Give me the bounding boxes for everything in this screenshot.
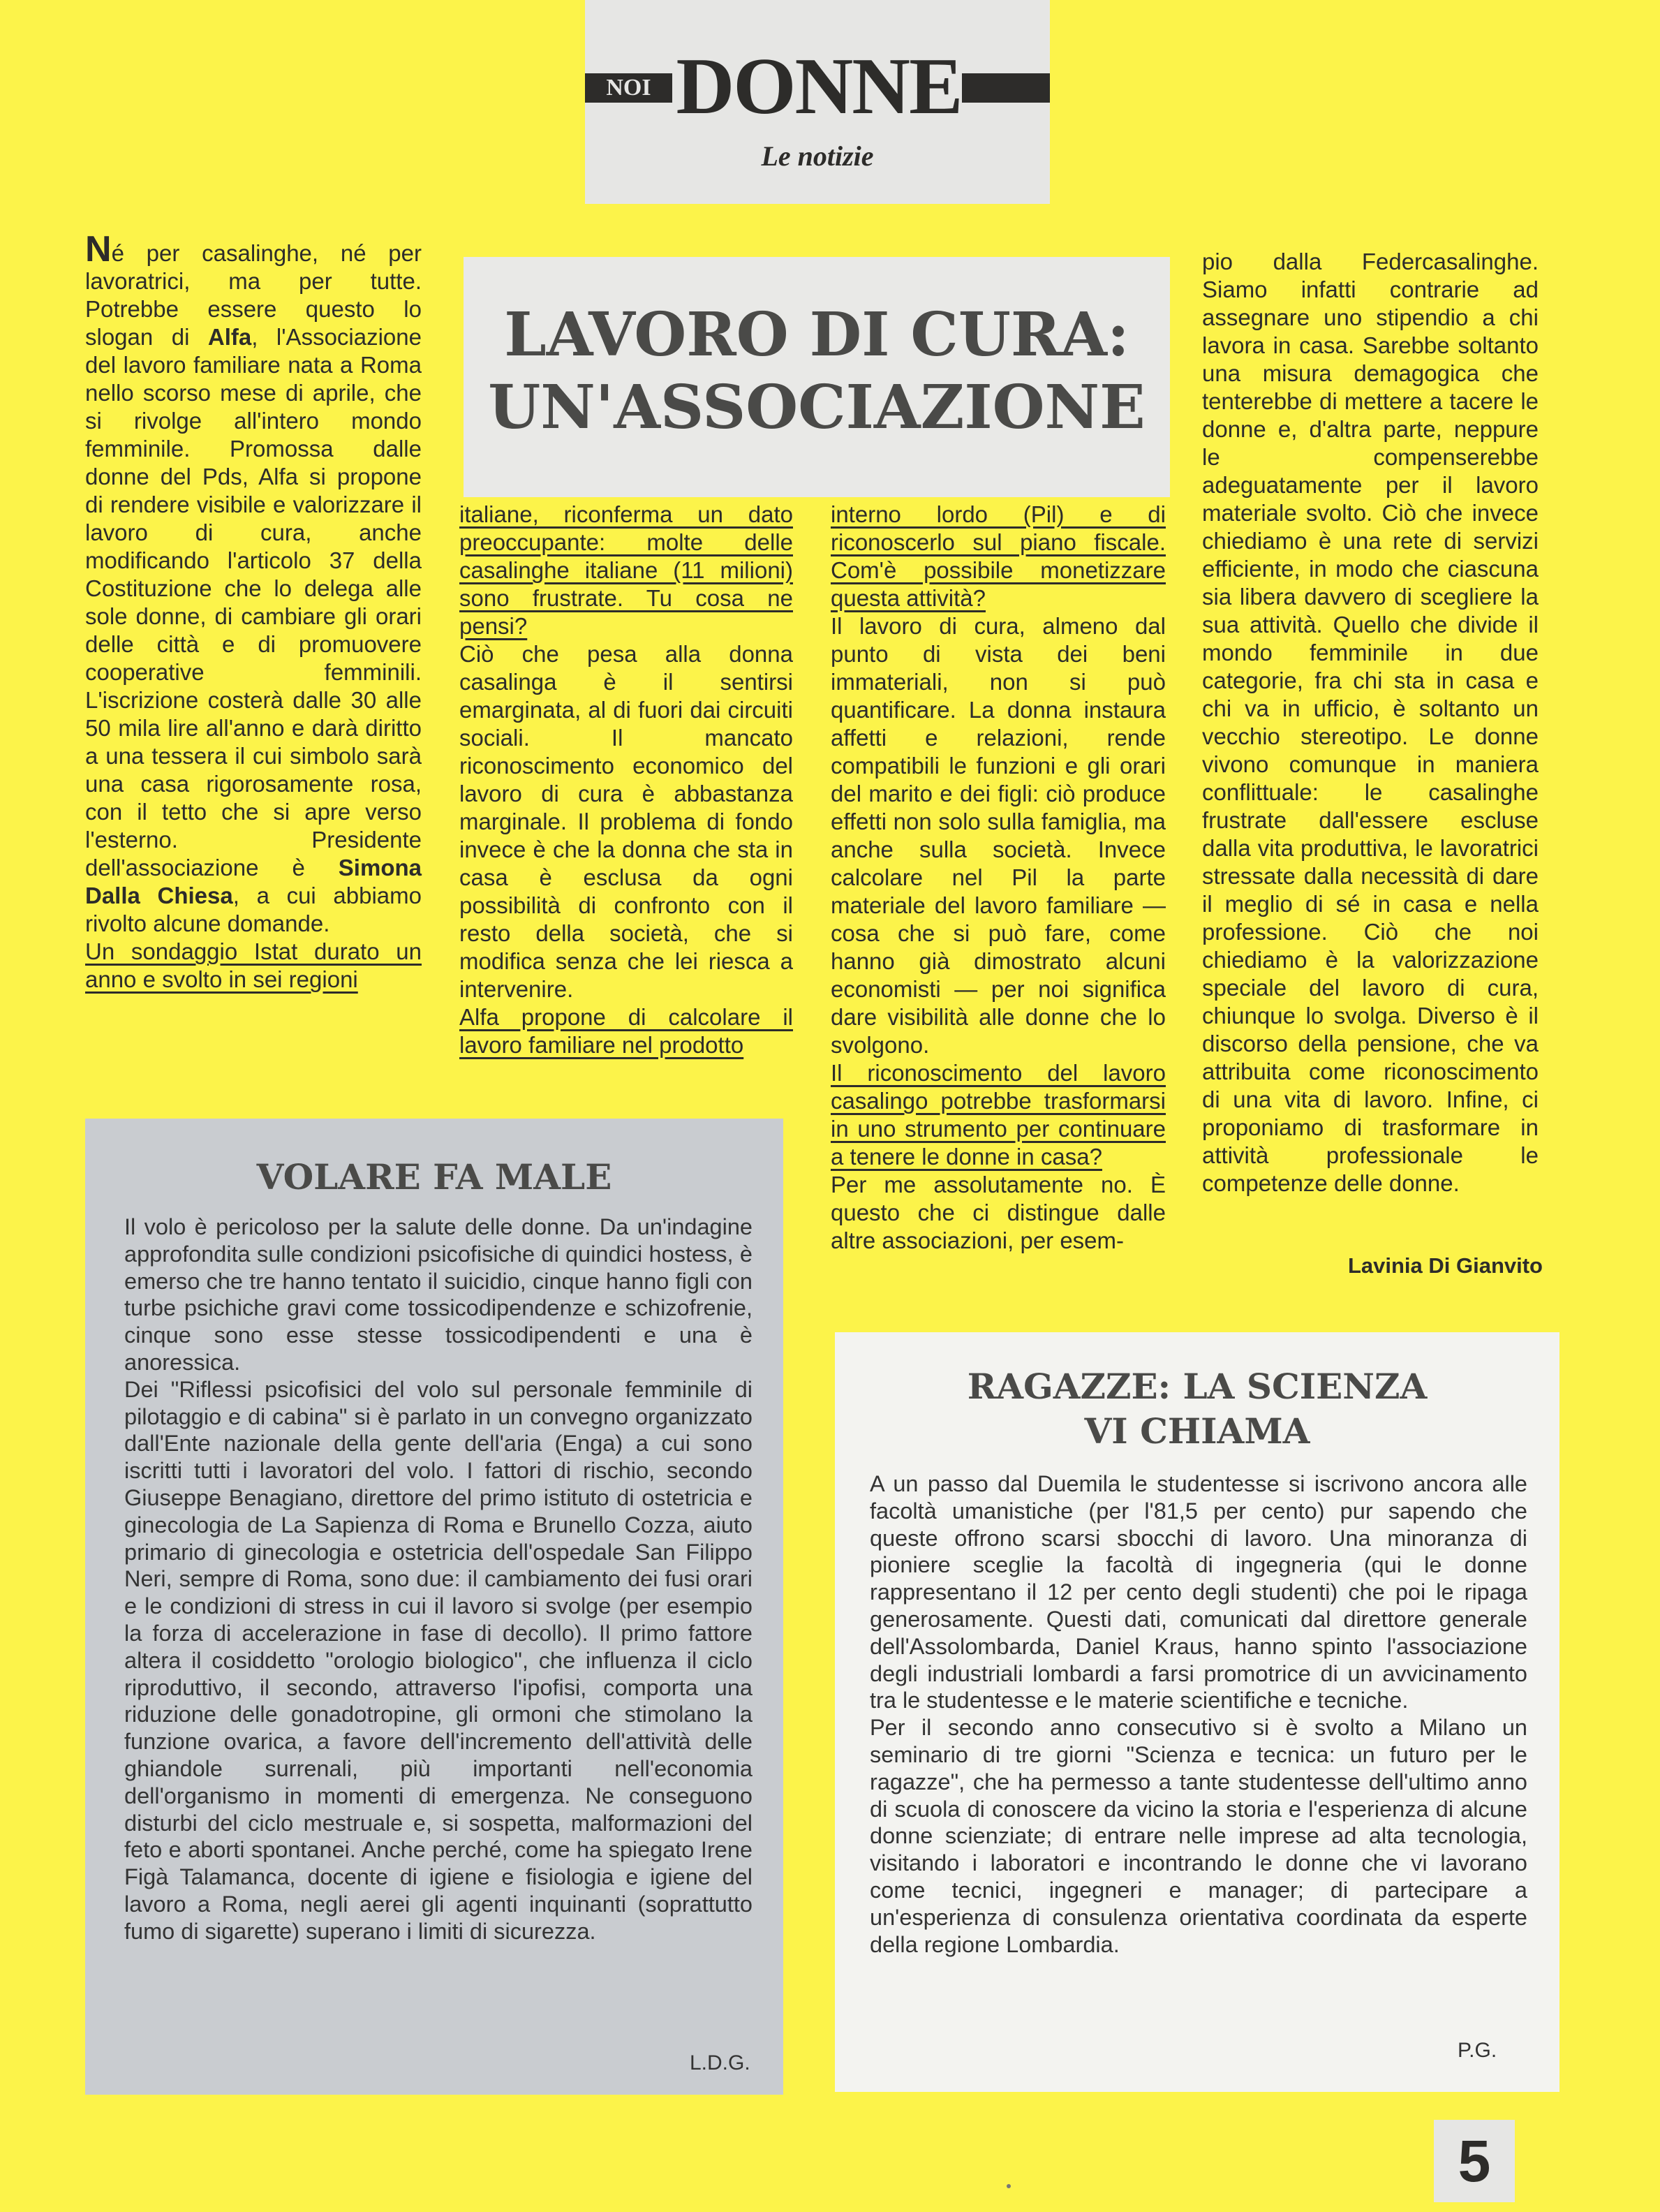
ragazze-title-line-2: VI CHIAMA — [1084, 1410, 1310, 1452]
president-name: Simona Dalla Chiesa — [85, 855, 422, 908]
ragazze-signature: P.G. — [1458, 2039, 1497, 2062]
ragazze-paragraph-1: A un passo dal Duemila le studentesse si iscrivono ancora alle facoltà umanistiche (per l'81,5 per cento) pur sapendo che queste offrono scarsi sbocchi di lavoro. Una minoranza di pioniere sceglie la facoltà di ingegneria (qui le donne rappresentano il 12 per cento degli studenti) che poi le ripaga generosamente. Questi dati, comunicati dal direttore generale dell'Assolombarda, Daniel Kraus, hanno spinto l'associazione degli industriali lombardi a farsi promotrice di un avvicinamento tra le studentesse e le materie scientifiche e tecniche. — [870, 1471, 1527, 1713]
article-title-box — [464, 257, 1170, 497]
volare-paragraph-1: Il volo è pericoloso per la salute delle donne. Da un'indagine approfondita sulle condizioni psicofisiche di quindici hostess, è emerso che tre hanno tentato il suicidio, cinque hanno figli con turbe psichiche gravi come tossicodipendenze e schizofrenie, cinque sono esse stesse tossicodipendenti e una è anoressica. — [124, 1214, 753, 1375]
masthead-logo — [585, 42, 1050, 131]
article-title-line-2: UN'ASSOCIAZIONE — [488, 372, 1146, 443]
answer-3-part-1: Per me assolutamente no. È questo che ci distingue dalle altre associazioni, per esem- — [831, 1172, 1166, 1253]
masthead-donne: DONNE — [676, 42, 962, 131]
article-column-1 — [85, 229, 422, 994]
answer-2: Il lavoro di cura, almeno dal punto di vista dei beni immateriali, non si può quantificare. La donna instaura affetti e relazioni, rende compatibili le funzioni e gli orari del marito e dei figli: ciò produce effetti non solo sulla famiglia, ma anche sulla società. Invece calcolare nel Pil la parte materiale del lavoro familiare — cosa che si può fare, come hanno già dimostrato alcuni economisti — per noi significa dare visibilità alle donne che lo svolgono. — [831, 613, 1166, 1058]
question-2-part-1: Alfa propone di calcolare il lavoro familiare nel prodotto — [459, 1004, 793, 1058]
volare-box — [85, 1119, 783, 2095]
ragazze-paragraph-2: Per il secondo anno consecutivo si è svolto a Milano un seminario di tre giorni "Scienza e tecnica: un futuro per le ragazze", che ha permesso a tante studentesse dell'ultimo anno di scuola di conoscere da vicino la storia e l'esperienza di alcune donne scienziate; di entrare nelle imprese ad alta tecnologia, visitando i laboratori e incontrando le donne che vi lavorano come tecnici, ingegneri e manager; di partecipare a un'esperienza di consulenza orientativa coordinata da esperte della regione Lombardia. — [870, 1715, 1527, 1957]
article-title-line-1: LAVORO DI CURA: — [504, 300, 1129, 370]
masthead — [585, 0, 1050, 204]
ragazze-title-line-1: RAGAZZE: LA SCIENZA — [967, 1366, 1428, 1407]
article-author: Lavinia Di Gianvito — [1347, 1253, 1543, 1278]
volare-body — [124, 1214, 753, 1945]
article-title — [464, 299, 1170, 444]
ragazze-body — [870, 1470, 1527, 1958]
masthead-bar — [962, 73, 1050, 103]
intro-text-1: é per casalinghe, né per lavoratrici, ma per tutte. Potrebbe essere questo lo slogan di — [85, 240, 422, 350]
volare-title: VOLARE FA MALE — [256, 1156, 612, 1197]
question-1-part-2: italiane, riconferma un dato preoccupante: molte delle casalinghe italiane (11 milioni) sono frustrate. Tu cosa ne pensi? — [459, 501, 793, 639]
answer-1: Ciò che pesa alla donna casalinga è il sentirsi emarginata, al di fuori dai circuiti sociali. Il mancato riconoscimento economico del lavoro di cura è abbastanza marginale. Il problema di fondo invece è che la donna che sta in casa è esclusa da ogni possibilità di confronto con il resto della società, che si modifica senza che lei riesca a intervenire. — [459, 641, 793, 1002]
masthead-subtitle: Le notizie — [761, 140, 874, 172]
article-column-3 — [831, 501, 1166, 1255]
article-column-2 — [459, 501, 793, 1059]
page-number: 5 — [1434, 2120, 1515, 2202]
volare-signature: L.D.G. — [690, 2051, 750, 2074]
intro-text-2: , l'Associazione del lavoro familiare nata a Roma nello scorso mese di aprile, che si rivolge all'intero mondo femminile. Promossa dalle donne del Pds, Alfa si propone di rendere visibile e valorizzare il lavoro di cura, anche modificando l'articolo 37 della Costituzione che lo delega alle sole donne, di cambiare gli orari delle città e di promuovere cooperative femminili. L'iscrizione costerà dalle 30 alle 50 mila lire all'anno e darà diritto a una tessera il cui simbolo sarà una casa rigorosamente rosa, con il tetto che si apre verso l'esterno. Presidente dell'associazione è — [85, 324, 422, 880]
alfa-name: Alfa — [207, 324, 252, 350]
masthead-noi: NOI — [585, 73, 672, 103]
question-2-part-2: interno lordo (Pil) e di riconoscerlo sul piano fiscale. Com'è possibile monetizzare questa attività? — [831, 501, 1166, 611]
question-1-part-1: Un sondaggio Istat durato un anno e svolto in sei regioni — [85, 938, 422, 992]
ragazze-box — [835, 1332, 1559, 2092]
answer-3-part-2: pio dalla Federcasalinghe. Siamo infatti contrarie ad assegnare uno stipendio a chi lavora in casa. Sarebbe soltanto una misura demagogica che tenterebbe di mettere a tacere le donne e, d'altra parte, neppure le compenserebbe adeguatamente per il lavoro materiale svolto. Ciò che invece chiediamo è una rete di servizi efficiente, in modo che ciascuna sia libera davvero di scegliere la sua attività. Quello che divide il mondo femminile in due categorie, fra chi sta in casa e chi va in ufficio, è soltanto un vecchio stereotipo. Le donne vivono comunque in maniera conflittuale: le casalinghe frustrate dall'essere escluse dalla vita produttiva, le lavoratrici stressate dalla necessità di dare il meglio di sé in casa e nella professione. Ciò che noi chiediamo è la valorizzazione speciale del lavoro di cura, chiunque lo svolga. Diverso è il discorso della pensione, che va attribuita come riconoscimento di una vita di lavoro. Infine, ci proponiamo di trasformare in attività professionale le competenze delle donne. — [1202, 249, 1539, 1196]
volare-paragraph-2: Dei "Riflessi psicofisici del volo sul personale femminile di pilotaggio e di cabina" si è parlato in un convegno organizzato dall'Ente nazionale della gente dell'aria (Enga) a cui sono iscritti tutti i lavoratori del volo. I fattori di rischio, secondo Giuseppe Benagiano, direttore del primo istituto di ostetricia e ginecologia de La Sapienza di Roma e Brunello Cozza, aiuto primario di ginecologia e ostetricia dell'ospedale San Filippo Neri, sempre di Roma, sono due: il cambiamento dei fusi orari e le condizioni di stress in cui il lavoro si svolge (per esempio la forza di accelerazione in fase di decollo). Il primo fattore altera il cosiddetto "orologio biologico", che influenza il ciclo riproduttivo, il secondo, attraverso l'ipofisi, comporta una riduzione delle gonadotropine, gli ormoni che stimolano la funzione ovarica, a favore dell'incremento dell'attività delle ghiandole surrenali, più importanti nell'economia dell'organismo in momenti di emergenza. Ne conseguono disturbi del ciclo mestruale e, si sospetta, malformazioni del feto e aborti spontanei. Anche perché, come ha spiegato Irene Figà Talamanca, docente di igiene e fisiologia e igiene del lavoro a Roma, negli aerei gli agenti inquinanti (soprattutto fumo di sigarette) superano i limiti di sicurezza. — [124, 1376, 753, 1944]
ragazze-title — [835, 1364, 1559, 1454]
intro-text-3: , a cui abbiamo rivolto alcune domande. — [85, 883, 422, 936]
dropcap: N — [85, 229, 112, 270]
decorative-dot — [1007, 2184, 1011, 2188]
question-3: Il riconoscimento del lavoro casalingo potrebbe trasformarsi in uno strumento per continuare a tenere le donne in casa? — [831, 1060, 1166, 1170]
article-column-4 — [1202, 248, 1539, 1197]
